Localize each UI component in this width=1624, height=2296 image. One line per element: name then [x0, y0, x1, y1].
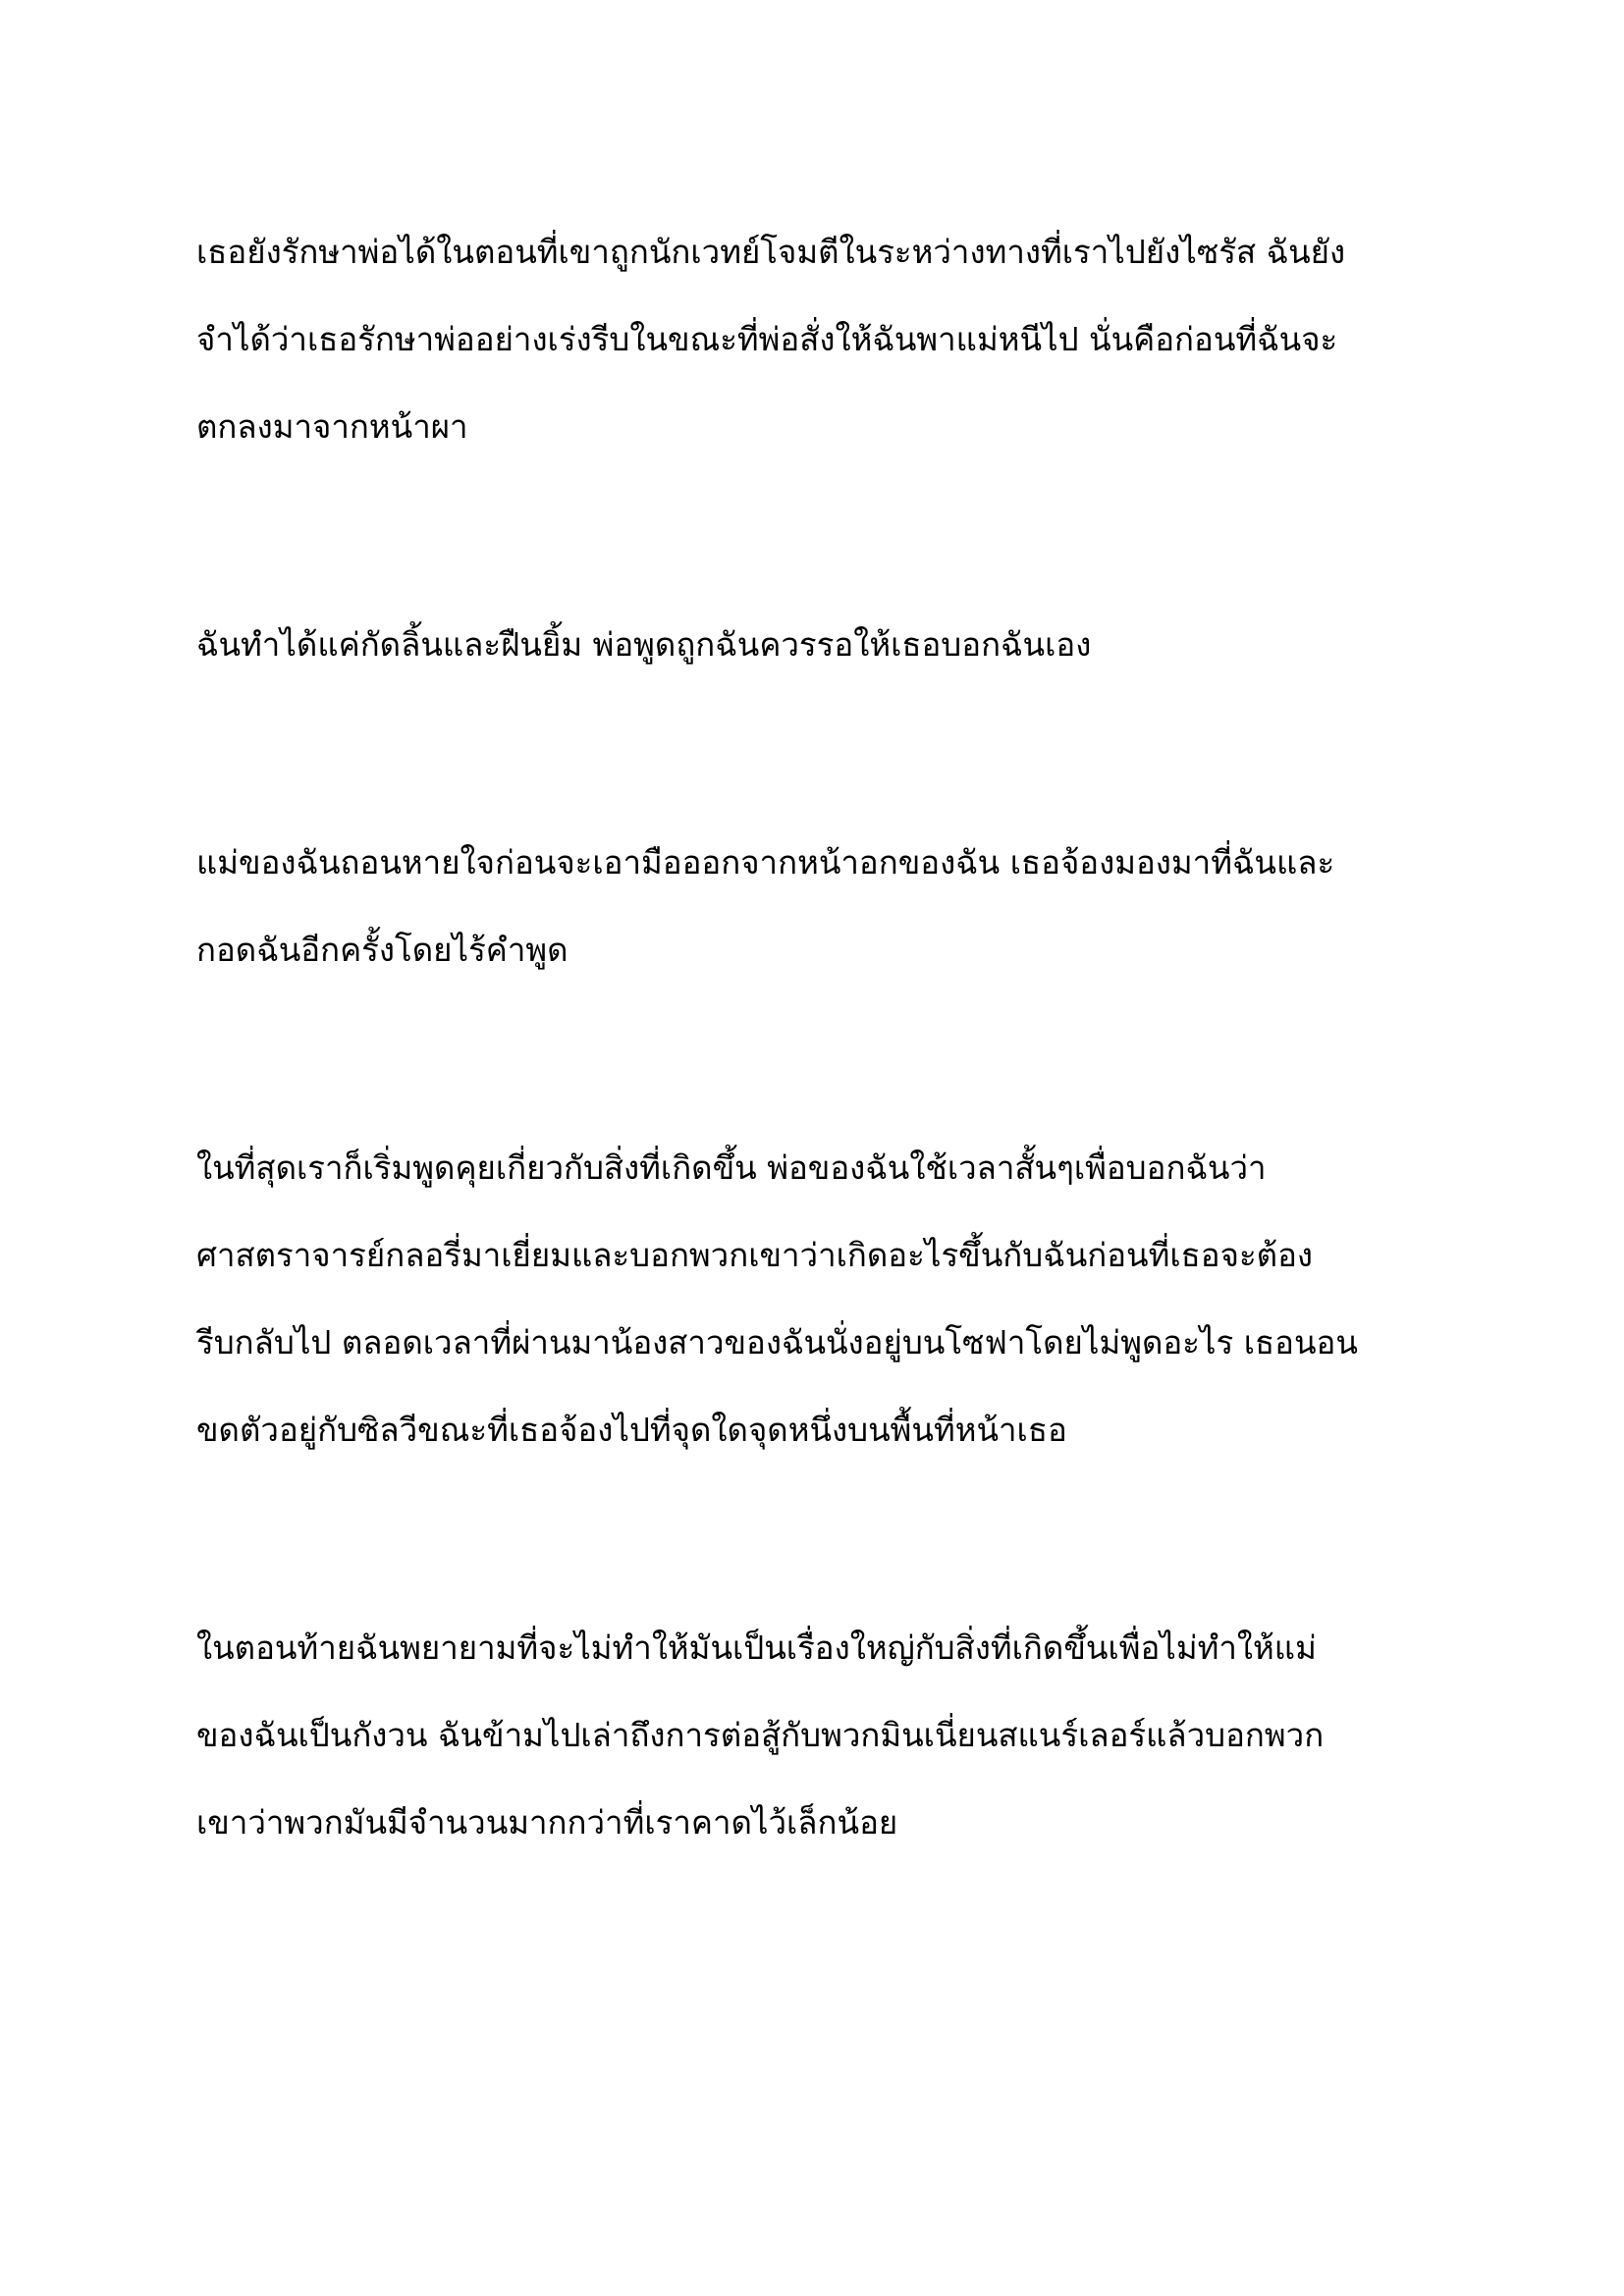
paragraph-4: [196, 1124, 1443, 1473]
paragraph-3: [196, 819, 1443, 993]
text-line: รีบกลับไป ตลอดเวลาที่ผ่านมาน้องสาวของฉันนั่งอยู่บนโซฟาโดยไม่พูดอะไร เธอนอน: [196, 1323, 1358, 1362]
text-line: ของฉันเป็นกังวน ฉันข้ามไปเล่าถึงการต่อสู้กับพวกมินเนี่ยนสแนร์เลอร์แล้วบอกพวก: [196, 1716, 1325, 1754]
paragraph-5: [196, 1604, 1443, 1866]
text-line: แม่ของฉันถอนหายใจก่อนจะเอามือออกจากหน้าอกของฉัน เธอจ้องมองมาที่ฉันและ: [196, 843, 1335, 881]
paragraph-2: [196, 601, 1443, 688]
text-line: กอดฉันอีกครั้งโดยไร้คำพูด: [196, 931, 568, 969]
text-line: ในที่สุดเราก็เริ่มพูดคุยเกี่ยวกับสิ่งที่เกิดขึ้น พ่อของฉันใช้เวลาสั้นๆเพื่อบอกฉันว่า: [196, 1148, 1267, 1187]
text-line: เธอยังรักษาพ่อได้ในตอนที่เขาถูกนักเวทย์โจมตีในระหว่างทางที่เราไปยังไซรัส ฉันยัง: [196, 233, 1346, 271]
text-line: ในตอนท้ายฉันพยายามที่จะไม่ทำให้มันเป็นเรื่องใหญ่กับสิ่งที่เกิดขึ้นเพื่อไม่ทำให้แม่: [196, 1629, 1317, 1667]
text-line: ขดตัวอยู่กับซิลวีขณะที่เธอจ้องไปที่จุดใดจุดหนึ่งบนพื้นที่หน้าเธอ: [196, 1411, 1067, 1449]
text-line: เขาว่าพวกมันมีจำนวนมากกว่าที่เราคาดไว้เล็กน้อย: [196, 1803, 898, 1842]
text-line: ตกลงมาจากหน้าผา: [196, 407, 468, 446]
text-line: จำได้ว่าเธอรักษาพ่ออย่างเร่งรีบในขณะที่พ่อสั่งให้ฉันพาแม่หนีไป นั่นคือก่อนที่ฉันจะ: [196, 320, 1338, 358]
text-line: ศาสตราจารย์กลอรี่มาเยี่ยมและบอกพวกเขาว่าเกิดอะไรขึ้นกับฉันก่อนที่เธอจะต้อง: [196, 1236, 1314, 1274]
paragraph-1: [196, 208, 1443, 470]
paragraph-gap: [196, 470, 1443, 601]
paragraph-gap: [196, 993, 1443, 1124]
body-text: [196, 208, 1443, 1866]
paragraph-gap: [196, 688, 1443, 819]
text-line: ฉันทำได้แค่กัดลิ้นและฝืนยิ้ม พ่อพูดถูกฉันควรรอให้เธอบอกฉันเอง: [196, 625, 1092, 664]
paragraph-gap: [196, 1473, 1443, 1604]
